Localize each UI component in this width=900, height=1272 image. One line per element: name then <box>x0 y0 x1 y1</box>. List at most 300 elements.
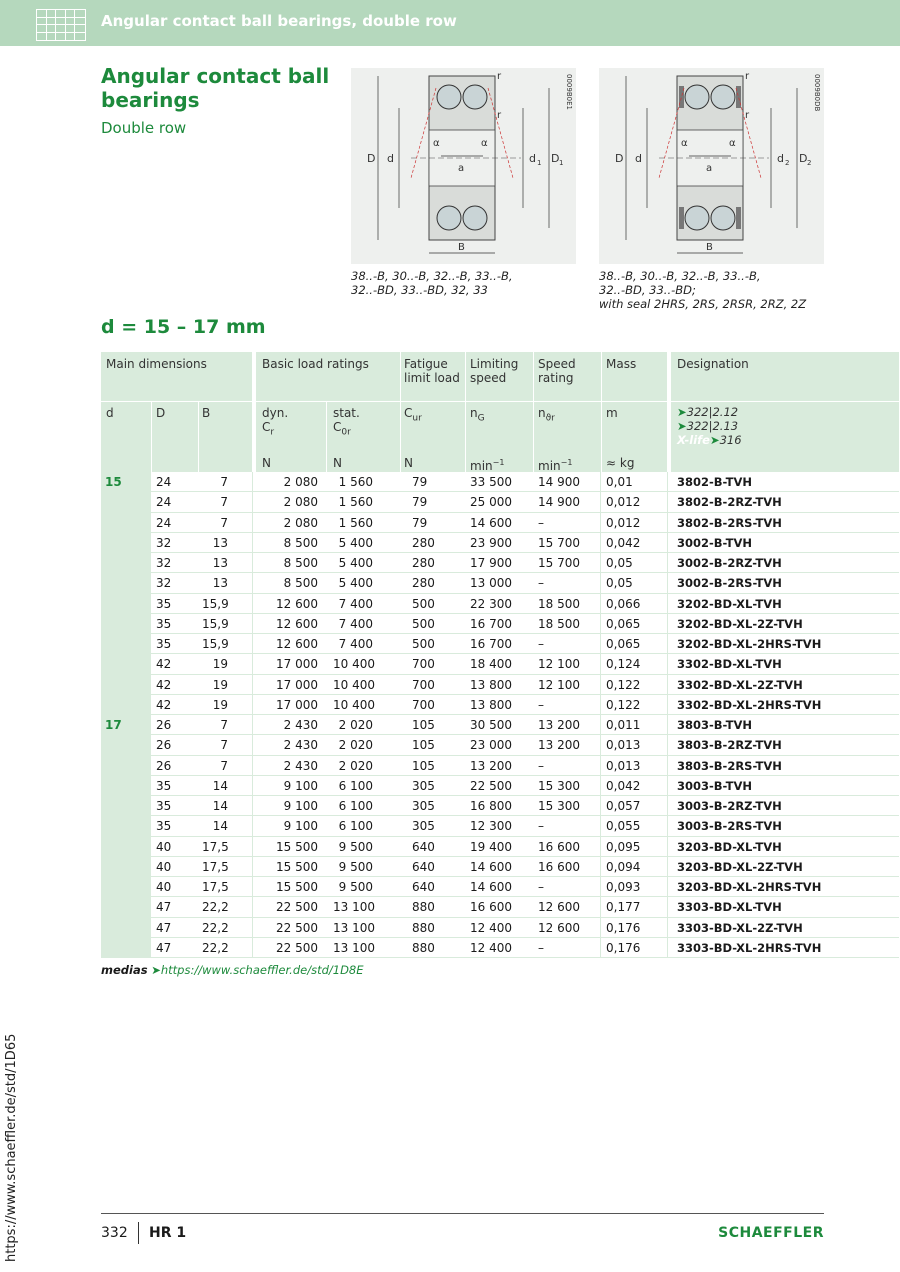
label-a: a <box>706 163 713 174</box>
label-a: a <box>458 163 465 174</box>
table-cell: 0,012 <box>606 515 641 530</box>
table-row <box>101 816 899 836</box>
table-cell: 12 600 <box>538 920 580 935</box>
table-cell: 13 000 <box>470 576 512 591</box>
table-cell: 3203-BD-XL-TVH <box>677 839 782 854</box>
table-cell: 1 560 <box>338 495 373 510</box>
table-cell: 16 700 <box>470 637 512 651</box>
label-D2-sub: 2 <box>807 159 812 167</box>
table-cell: 42 <box>156 697 172 712</box>
label-d1: d <box>529 152 536 165</box>
label-D1-sub: 1 <box>559 159 564 167</box>
table-cell: 0,094 <box>606 859 641 874</box>
group-basic-load: Basic load ratings <box>262 357 369 371</box>
bore-diameter-group: 15 <box>105 475 122 489</box>
table-cell: 79 <box>412 495 428 510</box>
table-cell: – <box>538 576 544 591</box>
label-D: D <box>367 152 376 165</box>
table-row <box>101 675 899 695</box>
table-cell: 500 <box>412 637 435 651</box>
table-cell: 12 100 <box>538 657 580 672</box>
table-row <box>101 654 899 674</box>
table-cell: 15,9 <box>202 596 229 611</box>
table-cell: 15 700 <box>538 556 580 570</box>
table-cell: 7 <box>220 475 228 489</box>
page-subtitle: Double row <box>101 119 187 137</box>
table-cell: 47 <box>156 900 172 915</box>
table-cell: 15 500 <box>276 880 318 894</box>
label-B: B <box>706 242 713 253</box>
table-cell: 0,065 <box>606 616 641 631</box>
label-r-top: r <box>745 71 750 82</box>
table-cell: 3002-B-TVH <box>677 535 752 550</box>
drawing-code: 0009B0E1 <box>565 74 573 110</box>
table-cell: 42 <box>156 677 172 692</box>
table-row <box>101 897 899 917</box>
section-label: HR 1 <box>149 1225 187 1241</box>
table-cell: 12 300 <box>470 819 512 834</box>
table-cell: 35 <box>156 596 172 611</box>
table-row <box>101 796 899 816</box>
drawing-code: 0009B0DB <box>813 74 821 112</box>
table-grid-icon <box>36 9 86 41</box>
table-cell: 15 300 <box>538 799 580 813</box>
medias-link[interactable]: medias ➤https://www.schaeffler.de/std/1D8E <box>101 963 364 977</box>
table-cell: 3803-B-TVH <box>677 718 752 732</box>
table-cell: 0,011 <box>606 718 641 732</box>
table-cell: 16 600 <box>538 839 580 854</box>
table-cell: 1 560 <box>338 475 373 489</box>
table-cell: 3802-B-2RZ-TVH <box>677 495 782 510</box>
table-cell: 22 500 <box>276 900 318 915</box>
bore-diameter-group: 17 <box>105 718 122 732</box>
table-cell: 13 800 <box>470 697 512 712</box>
xlife-logo: X-life <box>677 433 710 447</box>
label-d1-sub: 1 <box>537 159 542 167</box>
side-url[interactable]: https://www.schaeffler.de/std/1D65 <box>4 1033 19 1262</box>
label-r-mid: r <box>497 110 502 121</box>
group-fatigue: Fatigue limit load <box>404 357 460 385</box>
label-d: d <box>635 152 642 165</box>
label-alpha-right: α <box>729 138 736 149</box>
table-cell: 3002-B-2RZ-TVH <box>677 556 782 570</box>
table-cell: 3203-BD-XL-2HRS-TVH <box>677 880 822 894</box>
top-bar <box>0 0 900 46</box>
table-cell: 9 100 <box>283 819 318 834</box>
bearing-drawing-1 <box>351 68 576 264</box>
table-cell: – <box>538 515 544 530</box>
table-cell: 17,5 <box>202 880 229 894</box>
table-cell: 17 000 <box>276 697 318 712</box>
table-cell: 19 <box>212 657 228 672</box>
table-cell: 0,124 <box>606 657 641 672</box>
table-cell: 2 020 <box>338 738 373 753</box>
table-cell: 35 <box>156 819 172 834</box>
table-cell: 280 <box>412 556 435 570</box>
table-cell: 0,177 <box>606 900 641 915</box>
table-cell: 40 <box>156 839 172 854</box>
table-cell: 22 300 <box>470 596 512 611</box>
table-cell: 0,012 <box>606 495 641 510</box>
label-d2: d <box>777 152 784 165</box>
table-cell: 0,055 <box>606 819 641 834</box>
table-cell: 26 <box>156 758 172 773</box>
range-title: d = 15 – 17 mm <box>101 316 266 338</box>
table-cell: 5 400 <box>338 556 373 570</box>
table-cell: 15 500 <box>276 859 318 874</box>
table-cell: 700 <box>412 657 435 672</box>
table-cell: 640 <box>412 859 435 874</box>
table-cell: 2 020 <box>338 758 373 773</box>
drawing-caption-2: 38..-B, 30..-B, 32..-B, 33..-B, 32..-BD, 33..-BD; with seal 2HRS, 2RS, 2RSR, 2RZ, 2Z <box>599 269 807 311</box>
table-cell: 13 100 <box>333 900 375 915</box>
brand-logo: SCHAEFFLER <box>718 1225 824 1241</box>
bearing-drawing-2 <box>599 68 824 264</box>
table-cell: 0,065 <box>606 637 641 651</box>
table-cell: 12 400 <box>470 940 512 955</box>
designation-notes: ➤322|2.12 ➤322|2.13 X-life➤316 <box>677 405 742 447</box>
table-cell: 3202-BD-XL-TVH <box>677 596 782 611</box>
table-cell: 105 <box>412 758 435 773</box>
label-B: B <box>458 242 465 253</box>
table-row <box>101 918 899 938</box>
table-cell: 42 <box>156 657 172 672</box>
table-cell: 105 <box>412 738 435 753</box>
table-cell: 3003-B-2RZ-TVH <box>677 799 782 813</box>
table-cell: 9 500 <box>338 859 373 874</box>
table-cell: 0,05 <box>606 556 633 570</box>
sym-D: D <box>156 406 166 420</box>
table-cell: 105 <box>412 718 435 732</box>
label-d2-sub: 2 <box>785 159 790 167</box>
sym-cur: $C_{ur}$ <box>404 406 422 424</box>
sym-B: B <box>202 406 211 420</box>
table-cell: 47 <box>156 940 172 955</box>
table-cell: 12 600 <box>276 616 318 631</box>
table-cell: 17 900 <box>470 556 512 570</box>
group-speed: Speed rating <box>538 357 576 385</box>
table-cell: 18 500 <box>538 616 580 631</box>
table-cell: 10 400 <box>333 697 375 712</box>
table-cell: 17,5 <box>202 859 229 874</box>
table-cell: 500 <box>412 616 435 631</box>
sym-ng: $n_G$ <box>470 406 485 424</box>
table-cell: 14 900 <box>538 495 580 510</box>
table-row <box>101 513 899 533</box>
table-cell: 0,05 <box>606 576 633 591</box>
table-cell: 12 600 <box>276 637 318 651</box>
table-row <box>101 877 899 897</box>
table-cell: 6 100 <box>338 819 373 834</box>
table-cell: 26 <box>156 738 172 753</box>
table-cell: 10 400 <box>333 657 375 672</box>
table-cell: 19 400 <box>470 839 512 854</box>
table-cell: 7 <box>220 758 228 773</box>
table-cell: 3202-BD-XL-2Z-TVH <box>677 616 803 631</box>
table-cell: – <box>538 758 544 773</box>
table-row <box>101 553 899 573</box>
table-cell: 13 200 <box>538 718 580 732</box>
table-cell: 17 000 <box>276 677 318 692</box>
table-row <box>101 938 899 958</box>
table-cell: 3303-BD-XL-TVH <box>677 900 782 915</box>
table-cell: 32 <box>156 576 172 591</box>
table-cell: 7 <box>220 495 228 510</box>
table-cell: 0,042 <box>606 535 641 550</box>
table-row <box>101 614 899 634</box>
table-cell: 15,9 <box>202 616 229 631</box>
table-cell: 2 080 <box>283 495 318 510</box>
table-cell: 2 080 <box>283 475 318 489</box>
table-cell: 3003-B-2RS-TVH <box>677 819 782 834</box>
unit-cr: N <box>262 456 271 470</box>
table-cell: 8 500 <box>283 556 318 570</box>
table-row <box>101 533 899 553</box>
table-cell: 17,5 <box>202 839 229 854</box>
table-cell: 14 <box>212 778 228 793</box>
table-row <box>101 857 899 877</box>
table-cell: 5 400 <box>338 535 373 550</box>
table-cell: 3803-B-2RZ-TVH <box>677 738 782 753</box>
table-cell: 3203-BD-XL-2Z-TVH <box>677 859 803 874</box>
table-cell: 880 <box>412 920 435 935</box>
table-cell: 880 <box>412 900 435 915</box>
table-cell: 0,176 <box>606 940 641 955</box>
table-cell: 30 500 <box>470 718 512 732</box>
table-cell: 14 900 <box>538 475 580 489</box>
table-row <box>101 634 899 654</box>
table-cell: 16 600 <box>470 900 512 915</box>
table-cell: 0,042 <box>606 778 641 793</box>
table-cell: 0,01 <box>606 475 633 489</box>
table-cell: 40 <box>156 859 172 874</box>
table-cell: – <box>538 697 544 712</box>
table-cell: 23 000 <box>470 738 512 753</box>
table-cell: 640 <box>412 880 435 894</box>
table-cell: 2 430 <box>283 738 318 753</box>
table-cell: 9 500 <box>338 839 373 854</box>
table-row <box>101 492 899 512</box>
table-cell: 7 400 <box>338 637 373 651</box>
table-cell: 14 600 <box>470 880 512 894</box>
table-cell: 7 400 <box>338 616 373 631</box>
table-cell: 3303-BD-XL-2Z-TVH <box>677 920 803 935</box>
group-designation: Designation <box>677 357 749 371</box>
table-cell: 18 400 <box>470 657 512 672</box>
table-row <box>101 594 899 614</box>
table-cell: 0,013 <box>606 758 641 773</box>
table-cell: 79 <box>412 515 428 530</box>
table-cell: 32 <box>156 535 172 550</box>
label-D1: D <box>551 152 560 165</box>
table-cell: 305 <box>412 819 435 834</box>
table-cell: 305 <box>412 778 435 793</box>
table-cell: 7 <box>220 738 228 753</box>
page-title: Angular contact ball bearings <box>101 64 330 112</box>
table-cell: 16 800 <box>470 799 512 813</box>
drawing-caption-1: 38..-B, 30..-B, 32..-B, 33..-B, 32..-BD, 33..-BD, 32, 33 <box>351 269 513 297</box>
table-cell: – <box>538 880 544 894</box>
table-cell: 24 <box>156 495 172 510</box>
table-cell: 22 500 <box>276 920 318 935</box>
table-row <box>101 776 899 796</box>
footer-separator <box>138 1222 139 1244</box>
table-row <box>101 735 899 755</box>
table-cell: 700 <box>412 677 435 692</box>
table-cell: 22,2 <box>202 940 229 955</box>
table-cell: 700 <box>412 697 435 712</box>
table-cell: 0,095 <box>606 839 641 854</box>
header-title: Angular contact ball bearings, double row <box>101 12 457 30</box>
table-cell: 15,9 <box>202 637 229 651</box>
table-cell: 14 600 <box>470 859 512 874</box>
table-cell: 22 500 <box>276 940 318 955</box>
group-main-dimensions: Main dimensions <box>106 357 207 371</box>
table-cell: 7 400 <box>338 596 373 611</box>
table-cell: 6 100 <box>338 778 373 793</box>
table-cell: 17 000 <box>276 657 318 672</box>
table-row <box>101 756 899 776</box>
table-cell: 1 560 <box>338 515 373 530</box>
table-cell: 15 700 <box>538 535 580 550</box>
table-cell: 19 <box>212 677 228 692</box>
sym-nr: $n_{ϑr}$ <box>538 406 555 424</box>
unit-mass: ≈ kg <box>606 456 635 470</box>
table-cell: 2 430 <box>283 758 318 773</box>
table-cell: 13 <box>212 556 228 570</box>
table-cell: 22,2 <box>202 900 229 915</box>
table-cell: 0,093 <box>606 880 641 894</box>
table-cell: 19 <box>212 697 228 712</box>
table-cell: 8 500 <box>283 576 318 591</box>
table-cell: 3303-BD-XL-2HRS-TVH <box>677 940 822 955</box>
table-cell: 3302-BD-XL-2Z-TVH <box>677 677 803 692</box>
table-cell: 16 600 <box>538 859 580 874</box>
table-cell: 12 600 <box>276 596 318 611</box>
table-cell: 16 700 <box>470 616 512 631</box>
table-cell: 3302-BD-XL-TVH <box>677 657 782 672</box>
table-cell: 35 <box>156 616 172 631</box>
table-cell: 13 200 <box>538 738 580 753</box>
table-cell: 14 <box>212 799 228 813</box>
table-cell: 0,066 <box>606 596 641 611</box>
table-cell: 2 080 <box>283 515 318 530</box>
table-cell: 9 500 <box>338 880 373 894</box>
table-cell: 10 400 <box>333 677 375 692</box>
table-cell: 13 200 <box>470 758 512 773</box>
table-cell: 32 <box>156 556 172 570</box>
table-cell: 0,122 <box>606 697 641 712</box>
label-D2: D <box>799 152 808 165</box>
table-cell: 3002-B-2RS-TVH <box>677 576 782 591</box>
table-cell: 7 <box>220 515 228 530</box>
table-cell: 305 <box>412 799 435 813</box>
table-cell: 3003-B-TVH <box>677 778 752 793</box>
table-row <box>101 573 899 593</box>
table-cell: 14 600 <box>470 515 512 530</box>
table-cell: 5 400 <box>338 576 373 591</box>
table-cell: 47 <box>156 920 172 935</box>
unit-ng: $\min^{-1}$ <box>470 458 505 473</box>
table-row <box>101 715 899 735</box>
table-cell: 23 900 <box>470 535 512 550</box>
sym-d: d <box>106 406 114 420</box>
table-cell: 26 <box>156 718 172 732</box>
table-cell: 2 430 <box>283 718 318 732</box>
table-cell: 25 000 <box>470 495 512 510</box>
label-D: D <box>615 152 624 165</box>
table-cell: 9 100 <box>283 778 318 793</box>
table-cell: 13 <box>212 535 228 550</box>
table-cell: 15 300 <box>538 778 580 793</box>
table-cell: 15 500 <box>276 839 318 854</box>
table-cell: 13 100 <box>333 940 375 955</box>
label-r-mid: r <box>745 110 750 121</box>
table-cell: 12 600 <box>538 900 580 915</box>
label-alpha-left: α <box>433 138 440 149</box>
table-cell: 22,2 <box>202 920 229 935</box>
table-cell: 24 <box>156 515 172 530</box>
table-cell: 6 100 <box>338 799 373 813</box>
unit-nr: $\min^{-1}$ <box>538 458 573 473</box>
table-cell: 18 500 <box>538 596 580 611</box>
table-cell: – <box>538 637 544 651</box>
table-cell: 22 500 <box>470 778 512 793</box>
table-cell: 3802-B-2RS-TVH <box>677 515 782 530</box>
table-cell: 7 <box>220 718 228 732</box>
table-cell: 12 400 <box>470 920 512 935</box>
table-row <box>101 837 899 857</box>
table-cell: 3802-B-TVH <box>677 475 752 489</box>
table-cell: 280 <box>412 535 435 550</box>
group-limiting: Limiting speed <box>470 357 519 385</box>
table-cell: 35 <box>156 637 172 651</box>
table-cell: 13 100 <box>333 920 375 935</box>
table-cell: 35 <box>156 778 172 793</box>
table-cell: 24 <box>156 475 172 489</box>
table-cell: 12 100 <box>538 677 580 692</box>
table-cell: – <box>538 819 544 834</box>
group-mass: Mass <box>606 357 637 371</box>
table-cell: 3202-BD-XL-2HRS-TVH <box>677 637 822 651</box>
table-cell: 3803-B-2RS-TVH <box>677 758 782 773</box>
table-cell: 2 020 <box>338 718 373 732</box>
table-cell: 0,122 <box>606 677 641 692</box>
label-alpha-left: α <box>681 138 688 149</box>
table-cell: 40 <box>156 880 172 894</box>
table-row <box>101 472 899 492</box>
table-cell: 3302-BD-XL-2HRS-TVH <box>677 697 822 712</box>
table-cell: 0,057 <box>606 799 641 813</box>
table-cell: 13 <box>212 576 228 591</box>
table-cell: – <box>538 940 544 955</box>
unit-cur: N <box>404 456 413 470</box>
sym-m: m <box>606 406 618 420</box>
table-cell: 35 <box>156 799 172 813</box>
label-r-top: r <box>497 71 502 82</box>
sym-dyn: dyn. $C_r$ <box>262 406 289 438</box>
table-cell: 9 100 <box>283 799 318 813</box>
table-cell: 79 <box>412 475 428 489</box>
table-cell: 33 500 <box>470 475 512 489</box>
table-cell: 0,013 <box>606 738 641 753</box>
table-cell: 640 <box>412 839 435 854</box>
label-alpha-right: α <box>481 138 488 149</box>
table-cell: 280 <box>412 576 435 591</box>
table-cell: 880 <box>412 940 435 955</box>
unit-c0r: N <box>333 456 342 470</box>
table-cell: 14 <box>212 819 228 834</box>
